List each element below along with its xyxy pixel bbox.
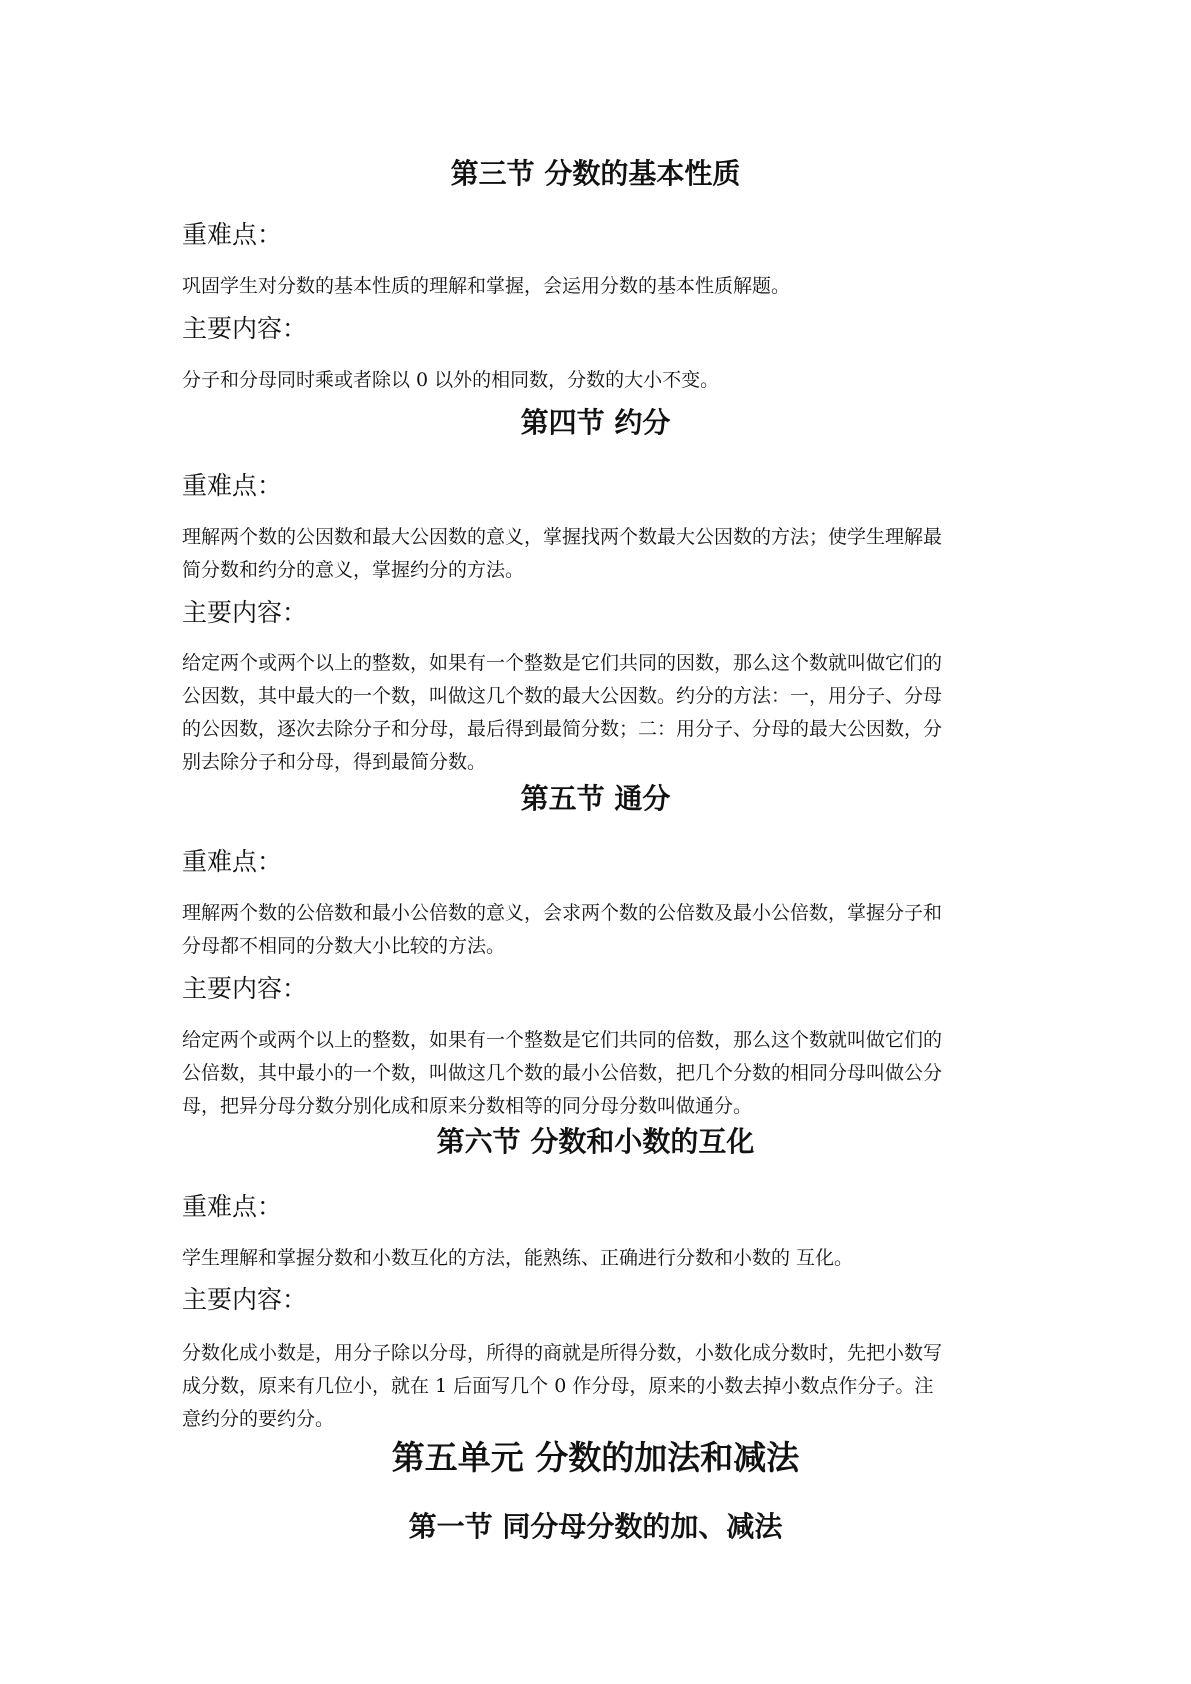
content-text [182, 364, 1017, 397]
content-label: 主要内容： [182, 1285, 308, 1314]
section-title: 第五节 通分 [520, 782, 671, 815]
content-text [182, 647, 1017, 779]
text-line: 理解两个数的公倍数和最小公倍数的意义，会求两个数的公倍数及最小公倍数，掌握分子和 [182, 902, 943, 924]
text-line: 给定两个或两个以上的整数，如果有一个整数是它们共同的因数，那么这个数就叫做它们的 [182, 652, 943, 674]
section-title: 第一节 同分母分数的加、减法 [408, 1510, 783, 1543]
content-text [182, 1024, 1017, 1123]
text-line: 学生理解和掌握分数和小数互化的方法，能熟练、正确进行分数和小数的 互化。 [182, 1247, 854, 1269]
difficulty-text [182, 897, 1017, 963]
unit-title: 第五单元 分数的加法和减法 [391, 1438, 800, 1477]
text-line: 分数化成小数是，用分子除以分母，所得的商就是所得分数，小数化成分数时，先把小数写 [182, 1342, 943, 1364]
text-line: 母，把异分母分数分别化成和原来分数相等的同分母分数叫做通分。 [182, 1095, 753, 1117]
difficulty-label: 重难点： [182, 471, 283, 500]
text-line: 巩固学生对分数的基本性质的理解和掌握，会运用分数的基本性质解题。 [182, 275, 791, 297]
text-line: 公因数，其中最大的一个数，叫做这几个数的最大公因数。约分的方法：一，用分子、分母 [182, 685, 943, 707]
text-line: 分母都不相同的分数大小比较的方法。 [182, 935, 506, 957]
content-text [182, 1337, 1017, 1436]
section-title: 第三节 分数的基本性质 [450, 157, 741, 190]
section-title: 第四节 约分 [520, 406, 671, 439]
text-line: 给定两个或两个以上的整数，如果有一个整数是它们共同的倍数，那么这个数就叫做它们的 [182, 1029, 943, 1051]
text-line: 简分数和约分的意义，掌握约分的方法。 [182, 559, 525, 581]
text-line: 成分数，原来有几位小，就在 1 后面写几个 0 作分母，原来的小数去掉小数点作分子。注 [182, 1375, 934, 1397]
difficulty-label: 重难点： [182, 220, 283, 249]
difficulty-label: 重难点： [182, 1192, 283, 1221]
text-line: 分子和分母同时乘或者除以 0 以外的相同数，分数的大小不变。 [182, 369, 720, 391]
text-line: 的公因数，逐次去除分子和分母，最后得到最简分数；二：用分子、分母的最大公因数，分 [182, 718, 943, 740]
content-label: 主要内容： [182, 598, 308, 627]
text-line: 理解两个数的公因数和最大公因数的意义，掌握找两个数最大公因数的方法；使学生理解最 [182, 526, 943, 548]
content-label: 主要内容： [182, 314, 308, 343]
section-title: 第六节 分数和小数的互化 [436, 1125, 755, 1158]
text-line: 别去除分子和分母，得到最简分数。 [182, 751, 487, 773]
text-line: 意约分的要约分。 [182, 1408, 335, 1430]
difficulty-text [182, 521, 1017, 587]
difficulty-text [182, 1242, 1017, 1275]
difficulty-label: 重难点： [182, 847, 283, 876]
difficulty-text [182, 270, 1017, 303]
content-label: 主要内容： [182, 974, 308, 1003]
text-line: 公倍数，其中最小的一个数，叫做这几个数的最小公倍数，把几个分数的相同分母叫做公分 [182, 1062, 943, 1084]
